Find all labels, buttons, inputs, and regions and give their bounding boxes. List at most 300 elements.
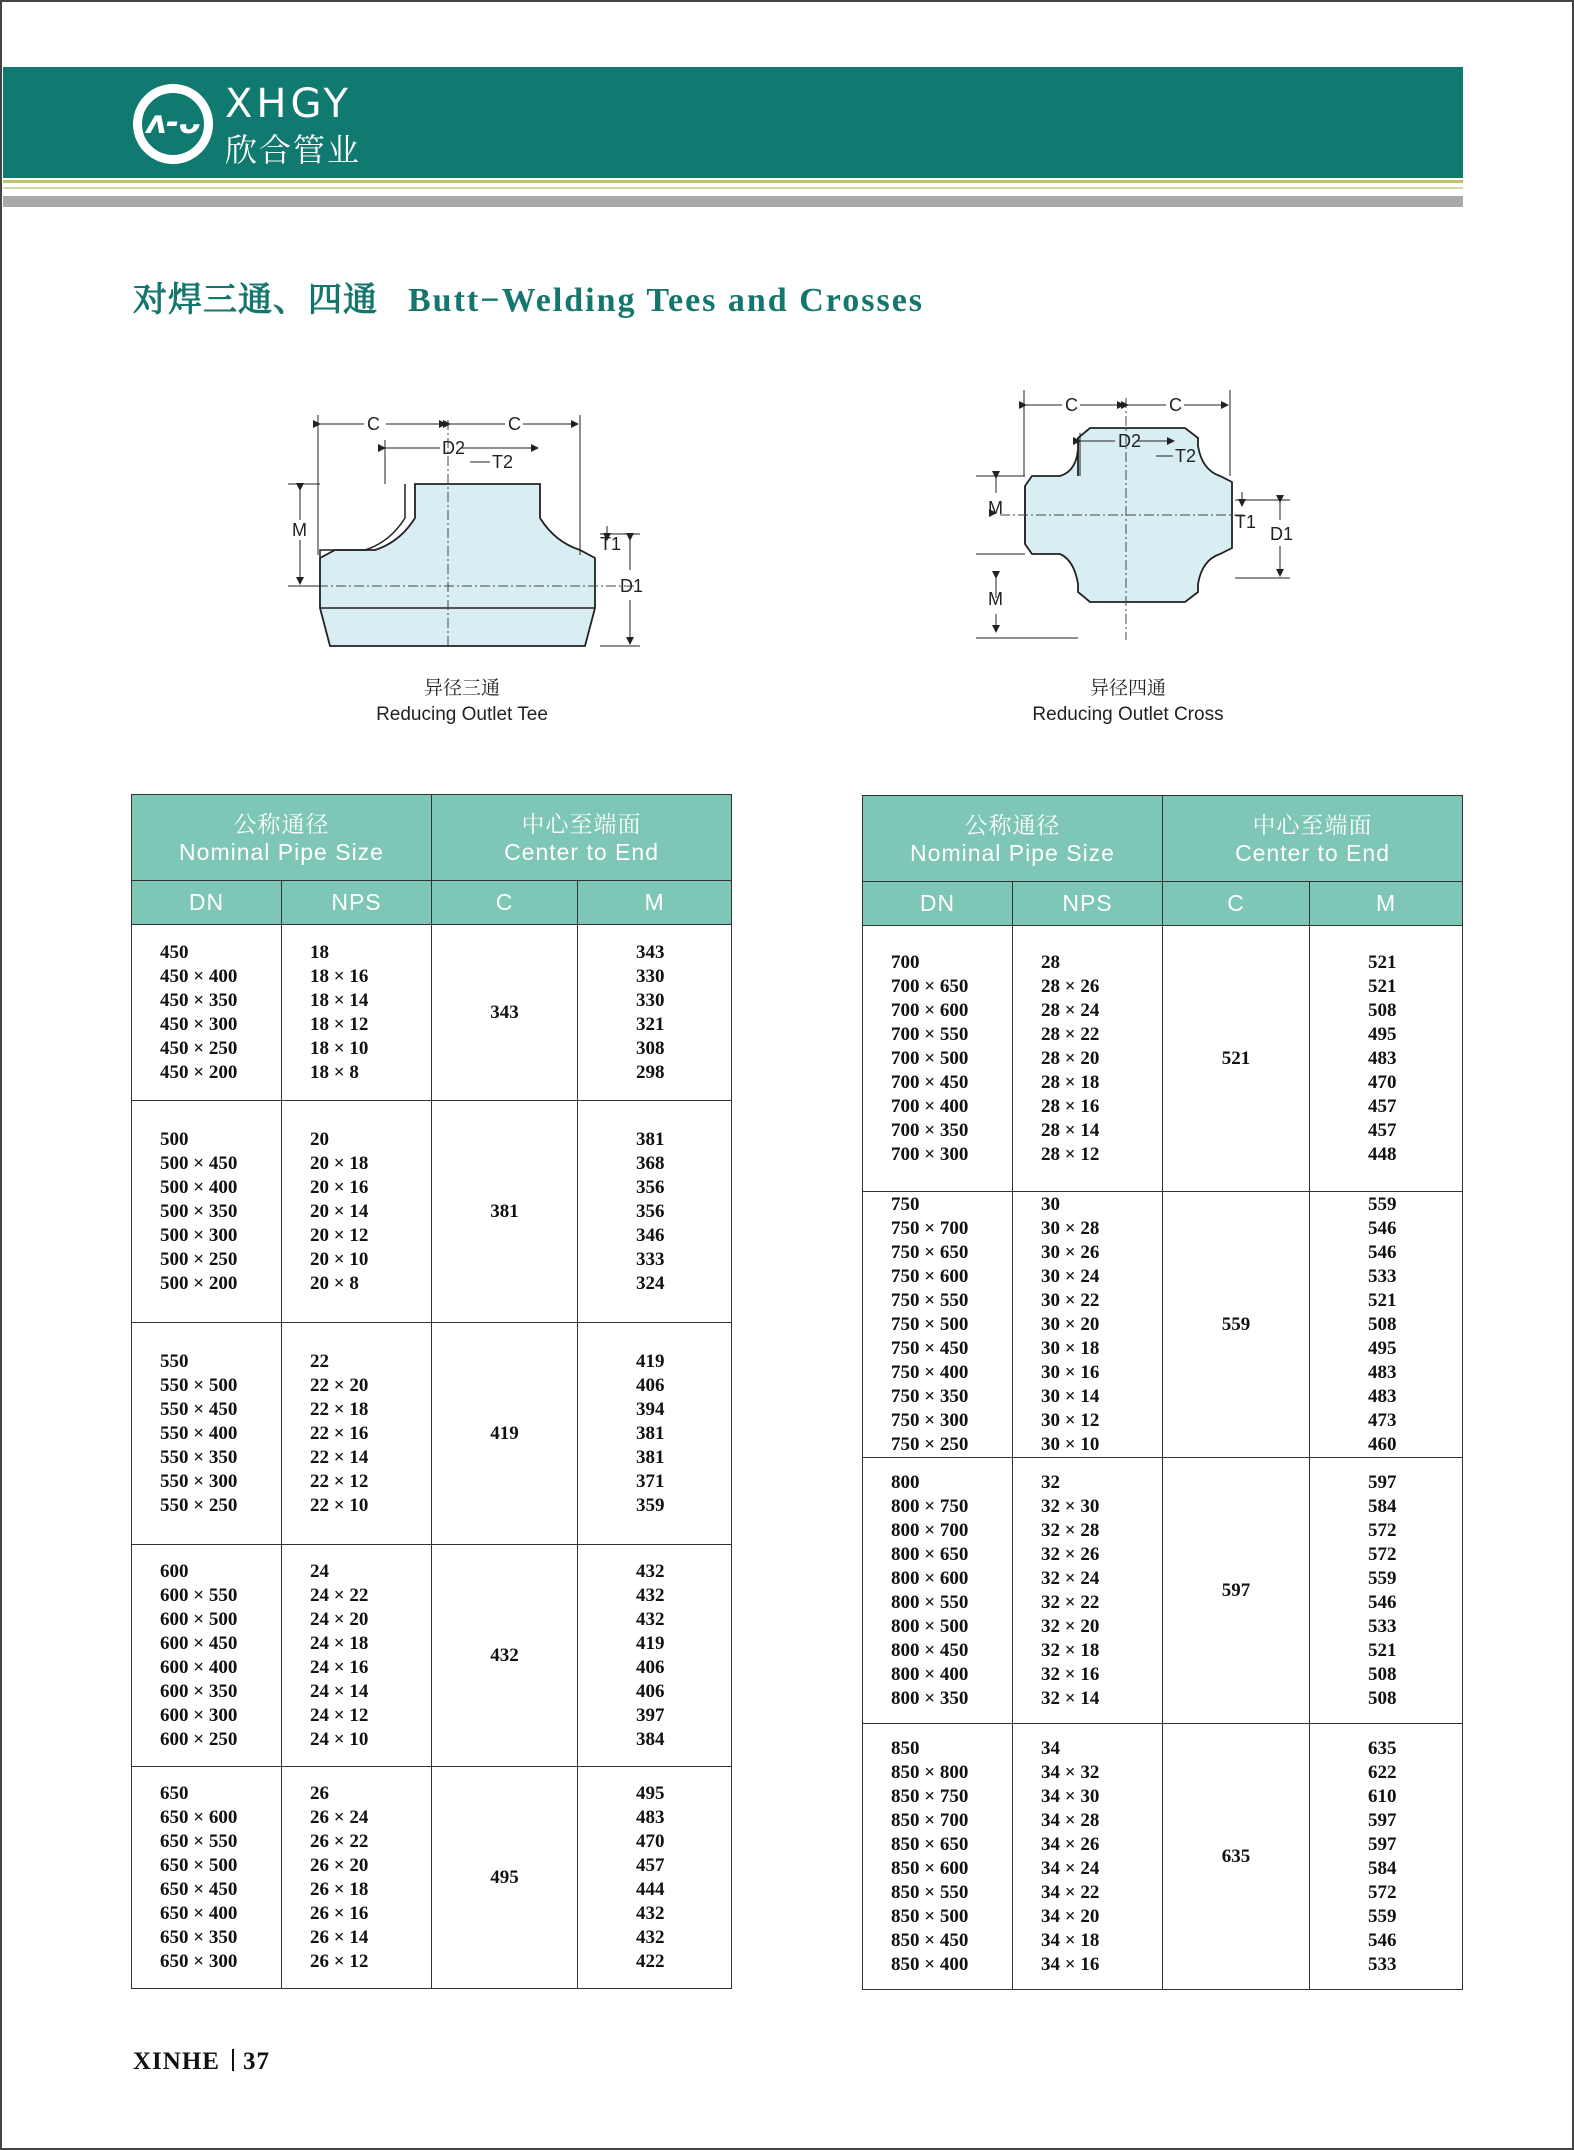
dn-value: 650 × 400: [160, 1902, 238, 1924]
m-value: 495: [1368, 1023, 1397, 1045]
m-value: 460: [1368, 1433, 1397, 1455]
m-value: 343: [636, 941, 665, 963]
m-value: 457: [1368, 1119, 1397, 1141]
header-en: Nominal Pipe Size: [179, 838, 384, 865]
dn-value: 850 × 800: [891, 1761, 969, 1783]
m-value: 406: [636, 1374, 665, 1396]
nps-value: 30 × 10: [1041, 1433, 1100, 1455]
m-value: 533: [1368, 1265, 1397, 1287]
m-value: 359: [636, 1494, 665, 1516]
nps-value: 20 × 16: [310, 1176, 369, 1198]
dn-value: 550 × 500: [160, 1374, 238, 1396]
nps-cell: [282, 1767, 432, 1989]
m-cell: [1310, 1458, 1463, 1724]
nps-value: 22: [310, 1350, 329, 1372]
m-value: 470: [1368, 1071, 1397, 1093]
dn-value: 750 × 300: [891, 1409, 969, 1431]
nps-value: 34 × 16: [1041, 1953, 1100, 1975]
dn-cell: [132, 1545, 282, 1767]
m-value: 572: [1368, 1519, 1397, 1541]
nps-value: 30 × 26: [1041, 1241, 1100, 1263]
dn-value: 500 × 450: [160, 1152, 238, 1174]
c-header: C: [432, 881, 578, 925]
dn-value: 650 × 600: [160, 1806, 238, 1828]
dn-value: 700 × 450: [891, 1071, 969, 1093]
m-value: 572: [1368, 1881, 1397, 1903]
nps-value: 28 × 22: [1041, 1023, 1100, 1045]
table-body: [132, 925, 732, 1989]
nps-header: NPS: [1013, 882, 1163, 926]
dn-value: 600 × 250: [160, 1728, 238, 1750]
nps-value: 18 × 12: [310, 1013, 369, 1035]
nps-value: 34 × 32: [1041, 1761, 1100, 1783]
nps-value: 30 × 20: [1041, 1313, 1100, 1335]
center-to-end-header: [1163, 796, 1463, 882]
nps-value: 24 × 20: [310, 1608, 369, 1630]
m-value: 584: [1368, 1857, 1397, 1879]
m-value: 508: [1368, 1687, 1397, 1709]
m-value: 330: [636, 989, 665, 1011]
nps-value: 28 × 12: [1041, 1143, 1100, 1165]
nps-value: 30 × 28: [1041, 1217, 1100, 1239]
dn-value: 700 × 400: [891, 1095, 969, 1117]
nps-value: 24 × 22: [310, 1584, 369, 1606]
nominal-pipe-size-header: [132, 795, 432, 881]
nps-value: 30 × 12: [1041, 1409, 1100, 1431]
nps-value: 34 × 26: [1041, 1833, 1100, 1855]
cross-label-t1: T1: [1235, 512, 1257, 532]
m-value: 546: [1368, 1929, 1397, 1951]
m-value: 508: [1368, 1313, 1397, 1335]
m-value: 457: [1368, 1095, 1397, 1117]
nps-value: 34: [1041, 1737, 1060, 1759]
m-value: 432: [636, 1902, 665, 1924]
m-value: 448: [1368, 1143, 1397, 1165]
nps-value: 18 × 16: [310, 965, 369, 987]
footer-separator: [232, 2049, 234, 2071]
m-value: 397: [636, 1704, 665, 1726]
nps-value: 26 × 12: [310, 1950, 369, 1972]
brand-logo: [133, 81, 373, 169]
nps-value: 34 × 28: [1041, 1809, 1100, 1831]
dn-value: 650: [160, 1782, 189, 1804]
nps-value: 20 × 10: [310, 1248, 369, 1270]
m-cell: [1310, 926, 1463, 1192]
header-cn: 公称通径: [964, 811, 1061, 838]
dn-cell: [863, 1192, 1013, 1458]
c-cell: 419: [432, 1323, 578, 1545]
dn-value: 600 × 550: [160, 1584, 238, 1606]
nps-value: 22 × 14: [310, 1446, 369, 1468]
nps-value: 24 × 16: [310, 1656, 369, 1678]
dn-value: 450 × 300: [160, 1013, 238, 1035]
nps-value: 30 × 18: [1041, 1337, 1100, 1359]
dn-value: 600 × 350: [160, 1680, 238, 1702]
dn-value: 800 × 650: [891, 1543, 969, 1565]
dn-value: 650 × 300: [160, 1950, 238, 1972]
nps-value: 18 × 14: [310, 989, 369, 1011]
m-value: 483: [1368, 1385, 1397, 1407]
dn-value: 650 × 350: [160, 1926, 238, 1948]
m-cell: [578, 1545, 732, 1767]
nps-cell: [282, 1545, 432, 1767]
nps-value: 26 × 22: [310, 1830, 369, 1852]
m-value: 597: [1368, 1833, 1397, 1855]
m-cell: [578, 1323, 732, 1545]
dn-value: 700 × 550: [891, 1023, 969, 1045]
nps-value: 30: [1041, 1193, 1060, 1215]
dn-value: 450 × 200: [160, 1061, 238, 1083]
m-value: 622: [1368, 1761, 1397, 1783]
m-value: 610: [1368, 1785, 1397, 1807]
dn-header: DN: [132, 881, 282, 925]
dn-value: 850 × 650: [891, 1833, 969, 1855]
m-header: M: [1310, 882, 1463, 926]
m-value: 546: [1368, 1591, 1397, 1613]
nps-value: 26 × 20: [310, 1854, 369, 1876]
page-footer: [133, 2048, 270, 2076]
dn-value: 500 × 200: [160, 1272, 238, 1294]
cross-label-d1: D1: [1270, 524, 1294, 544]
m-value: 457: [636, 1854, 665, 1876]
nps-value: 32 × 14: [1041, 1687, 1100, 1709]
reducing-tee-diagram: [280, 400, 660, 660]
c-cell: 635: [1163, 1724, 1310, 1990]
brand-name-en: XHGY: [225, 81, 352, 127]
footer-brand: XINHE: [133, 2048, 220, 2075]
nps-value: 28 × 26: [1041, 975, 1100, 997]
dn-value: 600 × 300: [160, 1704, 238, 1726]
dn-value: 800 × 750: [891, 1495, 969, 1517]
dn-value: 450 × 400: [160, 965, 238, 987]
header-cn: 中心至端面: [1252, 811, 1373, 838]
c-cell: 597: [1163, 1458, 1310, 1724]
m-value: 533: [1368, 1953, 1397, 1975]
dn-cell: [863, 1724, 1013, 1990]
table-row: [132, 925, 732, 1101]
table-row: [863, 1724, 1463, 1990]
cross-label-c: C: [1065, 395, 1078, 415]
nps-value: 32: [1041, 1471, 1060, 1493]
dn-value: 650 × 500: [160, 1854, 238, 1876]
nps-cell: [1013, 926, 1163, 1192]
logo-mark: ᴧ-ᴗ: [146, 103, 200, 141]
tee-label-d1: D1: [620, 576, 644, 596]
m-value: 368: [636, 1152, 665, 1174]
nps-value: 26 × 16: [310, 1902, 369, 1924]
dn-value: 750 × 700: [891, 1217, 969, 1239]
m-value: 406: [636, 1680, 665, 1702]
m-value: 584: [1368, 1495, 1397, 1517]
m-value: 546: [1368, 1241, 1397, 1263]
nps-value: 30 × 16: [1041, 1361, 1100, 1383]
header-en: Center to End: [1235, 839, 1390, 866]
m-value: 333: [636, 1248, 665, 1270]
nps-value: 22 × 10: [310, 1494, 369, 1516]
nps-cell: [282, 925, 432, 1101]
dn-value: 800 × 350: [891, 1687, 969, 1709]
cross-caption-en: Reducing Outlet Cross: [1032, 704, 1224, 725]
m-value: 597: [1368, 1471, 1397, 1493]
nps-value: 18 × 8: [310, 1061, 359, 1083]
dn-value: 750 × 350: [891, 1385, 969, 1407]
m-cell: [578, 1101, 732, 1323]
m-value: 432: [636, 1608, 665, 1630]
nps-cell: [1013, 1192, 1163, 1458]
header-cn: 公称通径: [233, 810, 330, 837]
nps-value: 22 × 16: [310, 1422, 369, 1444]
m-value: 508: [1368, 1663, 1397, 1685]
header-stripe: [3, 180, 1463, 183]
dn-value: 500: [160, 1128, 189, 1150]
cross-label-d2: D2: [1118, 431, 1142, 451]
nps-value: 24: [310, 1560, 329, 1582]
c-cell: 381: [432, 1101, 578, 1323]
nps-value: 32 × 24: [1041, 1567, 1100, 1589]
nps-value: 22 × 12: [310, 1470, 369, 1492]
cross-label-m: M: [988, 589, 1003, 609]
m-value: 483: [1368, 1361, 1397, 1383]
nps-cell: [1013, 1724, 1163, 1990]
nps-value: 34 × 20: [1041, 1905, 1100, 1927]
m-value: 346: [636, 1224, 665, 1246]
m-value: 473: [1368, 1409, 1397, 1431]
m-cell: [578, 925, 732, 1101]
dn-value: 850 × 400: [891, 1953, 969, 1975]
m-value: 521: [1368, 1289, 1397, 1311]
m-value: 384: [636, 1728, 665, 1750]
dn-value: 700 × 500: [891, 1047, 969, 1069]
m-value: 356: [636, 1176, 665, 1198]
m-value: 394: [636, 1398, 665, 1420]
table-row: [863, 926, 1463, 1192]
dn-cell: [132, 1101, 282, 1323]
m-value: 483: [1368, 1047, 1397, 1069]
m-value: 521: [1368, 975, 1397, 997]
header-stripe: [3, 196, 1463, 207]
c-cell: 432: [432, 1545, 578, 1767]
m-value: 559: [1368, 1193, 1397, 1215]
m-value: 533: [1368, 1615, 1397, 1637]
dn-value: 600 × 450: [160, 1632, 238, 1654]
dn-value: 850: [891, 1737, 920, 1759]
table-row: [863, 1192, 1463, 1458]
nps-value: 28 × 18: [1041, 1071, 1100, 1093]
m-value: 508: [1368, 999, 1397, 1021]
dn-cell: [132, 1323, 282, 1545]
nps-value: 28 × 24: [1041, 999, 1100, 1021]
dn-value: 600 × 400: [160, 1656, 238, 1678]
m-value: 597: [1368, 1809, 1397, 1831]
m-value: 298: [636, 1061, 665, 1083]
dn-value: 550 × 450: [160, 1398, 238, 1420]
nps-value: 28 × 20: [1041, 1047, 1100, 1069]
m-value: 495: [1368, 1337, 1397, 1359]
nps-value: 30 × 24: [1041, 1265, 1100, 1287]
nps-value: 18 × 10: [310, 1037, 369, 1059]
table-row: [132, 1101, 732, 1323]
m-value: 559: [1368, 1567, 1397, 1589]
dn-value: 500 × 300: [160, 1224, 238, 1246]
m-cell: [578, 1767, 732, 1989]
nps-value: 24 × 18: [310, 1632, 369, 1654]
m-cell: [1310, 1192, 1463, 1458]
m-value: 432: [636, 1560, 665, 1582]
c-header: C: [1163, 882, 1310, 926]
c-cell: 559: [1163, 1192, 1310, 1458]
dn-value: 750 × 550: [891, 1289, 969, 1311]
nps-value: 24 × 12: [310, 1704, 369, 1726]
dn-value: 550 × 300: [160, 1470, 238, 1492]
nps-value: 30 × 14: [1041, 1385, 1100, 1407]
dn-value: 700: [891, 951, 920, 973]
dn-value: 800 × 500: [891, 1615, 969, 1637]
dn-value: 750 × 500: [891, 1313, 969, 1335]
nps-value: 18: [310, 941, 329, 963]
nps-value: 32 × 16: [1041, 1663, 1100, 1685]
dn-cell: [863, 926, 1013, 1192]
nps-value: 34 × 18: [1041, 1929, 1100, 1951]
dn-cell: [863, 1458, 1013, 1724]
dn-value: 650 × 450: [160, 1878, 238, 1900]
m-value: 381: [636, 1446, 665, 1468]
dn-value: 450: [160, 941, 189, 963]
nominal-pipe-size-header: [863, 796, 1163, 882]
nps-value: 22 × 20: [310, 1374, 369, 1396]
dn-value: 850 × 450: [891, 1929, 969, 1951]
dn-value: 700 × 650: [891, 975, 969, 997]
table-row: [132, 1545, 732, 1767]
nps-value: 32 × 26: [1041, 1543, 1100, 1565]
nps-value: 32 × 22: [1041, 1591, 1100, 1613]
dn-value: 850 × 700: [891, 1809, 969, 1831]
cross-caption-cn: 异径四通: [1089, 678, 1166, 699]
m-value: 470: [636, 1830, 665, 1852]
m-value: 381: [636, 1128, 665, 1150]
dn-value: 800 × 700: [891, 1519, 969, 1541]
dn-value: 550 × 350: [160, 1446, 238, 1468]
dn-value: 500 × 350: [160, 1200, 238, 1222]
m-value: 371: [636, 1470, 665, 1492]
reducing-cross-diagram: [970, 378, 1310, 658]
m-value: 444: [636, 1878, 665, 1900]
dn-value: 850 × 750: [891, 1785, 969, 1807]
dn-value: 800 × 400: [891, 1663, 969, 1685]
tee-label-c: C: [367, 414, 380, 434]
dn-value: 750: [891, 1193, 920, 1215]
left-dimension-table: [131, 794, 732, 1989]
dn-value: 800 × 550: [891, 1591, 969, 1613]
m-value: 308: [636, 1037, 665, 1059]
dn-cell: [132, 925, 282, 1101]
tee-caption: [312, 676, 612, 728]
nps-value: 32 × 18: [1041, 1639, 1100, 1661]
m-value: 419: [636, 1350, 665, 1372]
nps-value: 22 × 18: [310, 1398, 369, 1420]
tee-label-t2: T2: [492, 452, 514, 472]
m-value: 321: [636, 1013, 665, 1035]
nps-value: 30 × 22: [1041, 1289, 1100, 1311]
nps-value: 34 × 30: [1041, 1785, 1100, 1807]
m-value: 635: [1368, 1737, 1397, 1759]
dn-value: 850 × 550: [891, 1881, 969, 1903]
dn-value: 800: [891, 1471, 920, 1493]
page-number: 37: [242, 2048, 270, 2075]
m-header: M: [578, 881, 732, 925]
title-en: Butt−Welding Tees and Crosses: [408, 282, 925, 319]
m-value: 419: [636, 1632, 665, 1654]
tee-label-t1: T1: [600, 534, 622, 554]
m-value: 483: [636, 1806, 665, 1828]
table-body: [863, 926, 1463, 1990]
dn-value: 800 × 600: [891, 1567, 969, 1589]
nps-value: 32 × 28: [1041, 1519, 1100, 1541]
tee-label-d2: D2: [442, 438, 466, 458]
dn-value: 800 × 450: [891, 1639, 969, 1661]
m-value: 330: [636, 965, 665, 987]
nps-value: 32 × 30: [1041, 1495, 1100, 1517]
dn-cell: [132, 1767, 282, 1989]
dn-header: DN: [863, 882, 1013, 926]
m-cell: [1310, 1724, 1463, 1990]
brand-name-cn: 欣合管业: [225, 131, 362, 169]
nps-value: 28: [1041, 951, 1060, 973]
tee-label-m: M: [292, 520, 307, 540]
tee-caption-cn: 异径三通: [423, 678, 500, 699]
header-en: Center to End: [504, 838, 659, 865]
m-value: 406: [636, 1656, 665, 1678]
dn-value: 550 × 400: [160, 1422, 238, 1444]
nps-value: 28 × 14: [1041, 1119, 1100, 1141]
cross-label-m: M: [988, 498, 1003, 518]
header-stripe: [3, 187, 1463, 189]
m-value: 521: [1368, 1639, 1397, 1661]
m-value: 356: [636, 1200, 665, 1222]
dn-value: 750 × 650: [891, 1241, 969, 1263]
nps-value: 24 × 14: [310, 1680, 369, 1702]
nps-value: 26 × 18: [310, 1878, 369, 1900]
dn-value: 450 × 350: [160, 989, 238, 1011]
nps-value: 26 × 24: [310, 1806, 369, 1828]
dn-value: 450 × 250: [160, 1037, 238, 1059]
dn-value: 750 × 450: [891, 1337, 969, 1359]
m-value: 546: [1368, 1217, 1397, 1239]
page-title: [133, 272, 924, 321]
dn-value: 600 × 500: [160, 1608, 238, 1630]
dn-value: 600: [160, 1560, 189, 1582]
dn-value: 700 × 300: [891, 1143, 969, 1165]
nps-cell: [282, 1323, 432, 1545]
m-value: 432: [636, 1926, 665, 1948]
nps-value: 34 × 24: [1041, 1857, 1100, 1879]
nps-value: 28 × 16: [1041, 1095, 1100, 1117]
c-cell: 495: [432, 1767, 578, 1989]
nps-value: 26: [310, 1782, 329, 1804]
title-cn: 对焊三通、四通: [133, 282, 378, 319]
m-value: 521: [1368, 951, 1397, 973]
header-cn: 中心至端面: [521, 810, 642, 837]
dn-value: 700 × 600: [891, 999, 969, 1021]
nps-value: 26 × 14: [310, 1926, 369, 1948]
m-value: 495: [636, 1782, 665, 1804]
cross-label-c: C: [1169, 395, 1182, 415]
nps-value: 32 × 20: [1041, 1615, 1100, 1637]
nps-value: 20 × 14: [310, 1200, 369, 1222]
nps-value: 20 × 12: [310, 1224, 369, 1246]
table-row: [132, 1323, 732, 1545]
dn-value: 850 × 600: [891, 1857, 969, 1879]
header-en: Nominal Pipe Size: [910, 839, 1115, 866]
